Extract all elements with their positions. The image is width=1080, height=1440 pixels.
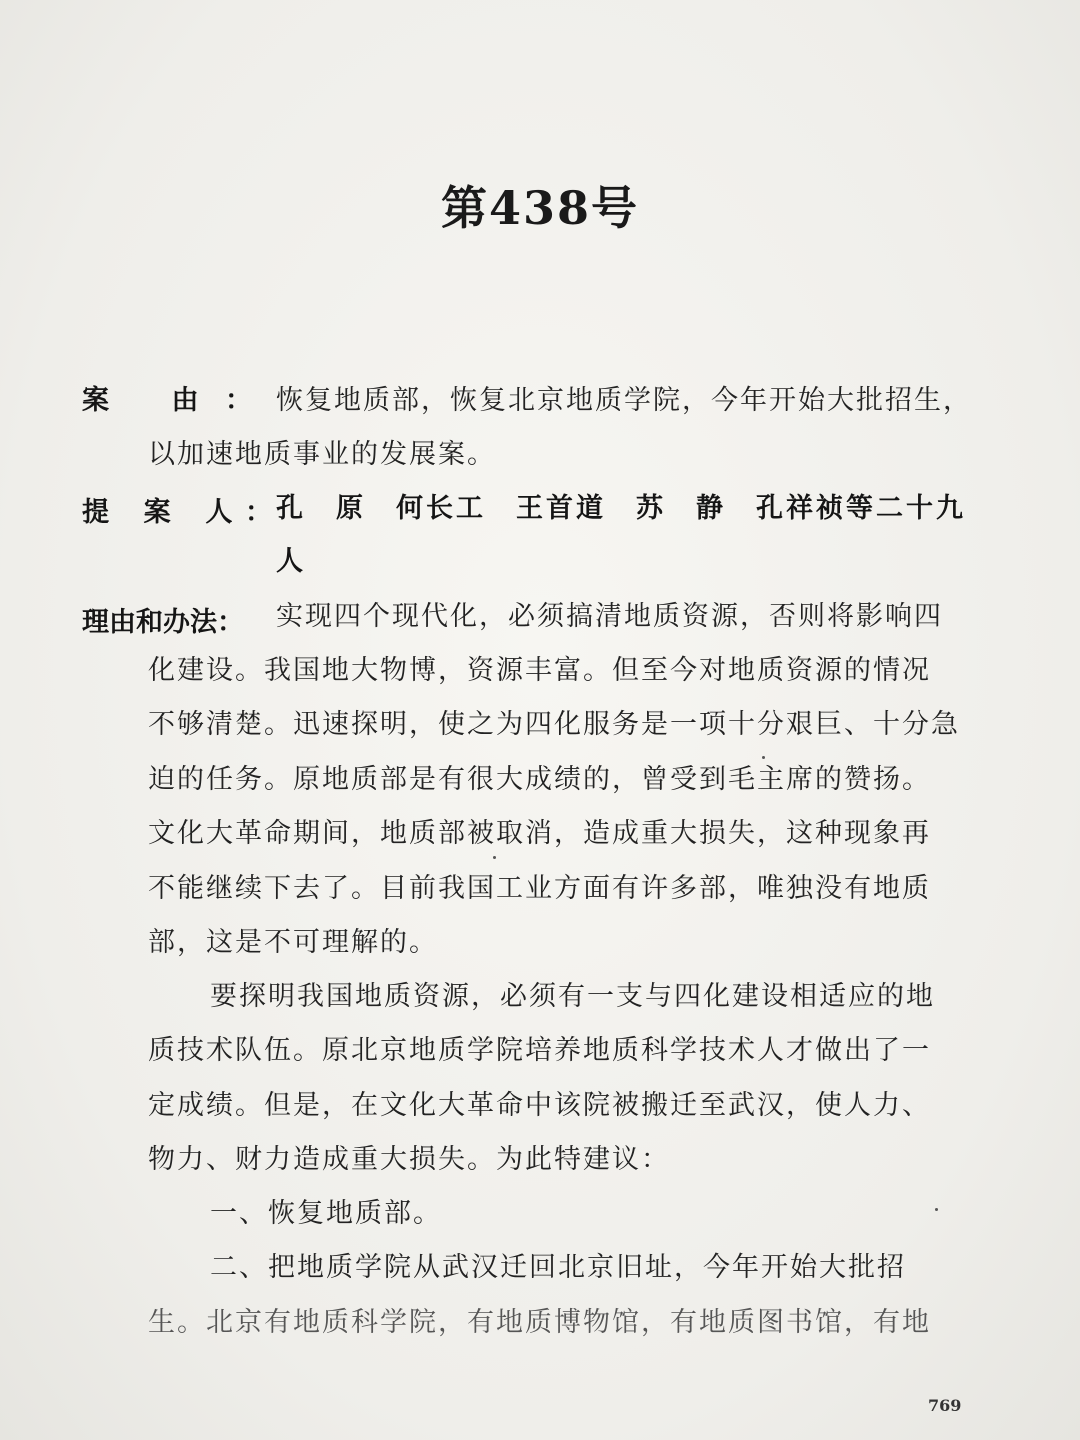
reason-line-8: 要探明我国地质资源，必须有一支与四化建设相适应的地: [210, 981, 935, 1012]
reason-line-1: 实现四个现代化，必须搞清地质资源，否则将影响四: [276, 601, 943, 632]
reason-line-4: 迫的任务。原地质部是有很大成绩的，曾受到毛主席的赞扬。: [148, 764, 931, 795]
reason-line-2: 化建设。我国地大物博，资源丰富。但至今对地质资源的情况: [148, 655, 931, 686]
reason-line-9: 质技术队伍。原北京地质学院培养地质科学技术人才做出了一: [148, 1035, 931, 1066]
case-label: 案 由：: [82, 385, 252, 416]
reason-line-7: 部，这是不可理解的。: [148, 927, 438, 958]
proposer-line-1: 孔 原 何长工 王首道 苏 静 孔祥祯等二十九: [276, 493, 966, 524]
reason-line-14: 生。北京有地质科学院，有地质博物馆，有地质图书馆，有地: [148, 1307, 931, 1338]
document-title: 第438号: [440, 181, 640, 235]
reason-line-10: 定成绩。但是，在文化大革命中该院被搬迁至武汉，使人力、: [148, 1090, 931, 1121]
reason-line-5: 文化大革命期间，地质部被取消，造成重大损失，这种现象再: [148, 818, 931, 849]
proposer-label: 提 案 人：: [82, 497, 272, 528]
reason-line-12: 一、恢复地质部。: [210, 1198, 442, 1229]
reason-line-13: 二、把地质学院从武汉迁回北京旧址，今年开始大批招: [210, 1252, 906, 1283]
reason-line-3: 不够清楚。迅速探明，使之为四化服务是一项十分艰巨、十分急: [148, 709, 960, 740]
scan-speck: [762, 756, 765, 759]
reason-line-6: 不能继续下去了。目前我国工业方面有许多部，唯独没有地质: [148, 873, 931, 904]
case-line-1: 恢复地质部，恢复北京地质学院，今年开始大批招生，: [276, 385, 972, 416]
proposer-line-2: 人: [276, 546, 306, 577]
scan-speck: [935, 1208, 938, 1211]
reason-label: 理由和办法：: [82, 607, 244, 638]
reason-line-11: 物力、财力造成重大损失。为此特建议：: [148, 1144, 670, 1175]
scan-speck: [493, 856, 496, 859]
case-line-2: 以加速地质事业的发展案。: [148, 439, 496, 470]
page-number: 769: [928, 1396, 962, 1415]
